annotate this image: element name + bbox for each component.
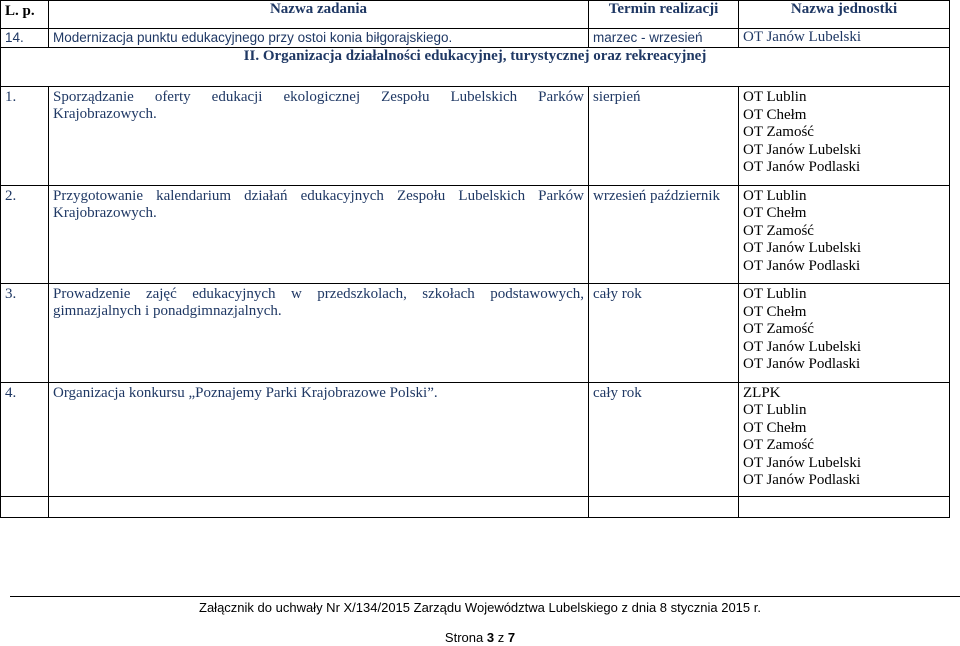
unit-name: OT Chełm <box>743 303 807 320</box>
unit-name: OT Janów Podlaski <box>743 257 861 274</box>
page-prefix: Strona <box>444 630 484 645</box>
row-term: cały rok <box>589 382 739 496</box>
unit-name: OT Chełm <box>743 419 807 436</box>
table-row <box>1 87 950 186</box>
row-units <box>739 185 950 284</box>
unit-name: OT Lublin <box>743 286 807 302</box>
row-task: Modernizacja punktu edukacyjnego przy ostoi konia biłgorajskiego. <box>49 29 589 48</box>
footer-attachment: Załącznik do uchwały Nr X/134/2015 Zarządu Województwa Lubelskiego z dnia 8 stycznia 2015 r. <box>199 600 761 615</box>
page-total: 7 <box>507 630 516 645</box>
unit-name: OT Janów Podlaski <box>743 356 861 372</box>
unit-name: OT Janów Lubelski <box>743 141 862 158</box>
row-number: 4. <box>1 382 49 496</box>
unit-name: OT Zamość <box>743 437 814 453</box>
section-heading-row <box>1 48 950 87</box>
row-term: wrzesień październik <box>589 185 739 284</box>
page-current: 3 <box>486 630 495 645</box>
header-lp: L. p. <box>1 1 49 29</box>
row-number: 14. <box>1 29 49 48</box>
row-task: Prowadzenie zajęć edukacyjnych w przedszkolach, szkołach podstawowych, gimnazjalnych i ponadgimnazjalnych. <box>49 284 589 383</box>
unit-name: OT Janów Podlaski <box>743 472 861 488</box>
header-unit: Nazwa jednostki <box>739 1 950 29</box>
table-row <box>1 284 950 383</box>
row-term: marzec - wrzesień <box>589 29 739 48</box>
row-units <box>739 382 950 496</box>
row-units <box>739 87 950 186</box>
row-task: Sporządzanie oferty edukacji ekologicznej Zespołu Lubelskich Parków Krajobrazowych. <box>49 87 589 186</box>
unit-name: OT Chełm <box>743 106 807 123</box>
unit-name: OT Janów Lubelski <box>743 338 862 355</box>
row-term: sierpień <box>589 87 739 186</box>
table-row-14 <box>1 29 950 48</box>
row-unit: OT Janów Lubelski <box>739 29 950 48</box>
unit-name: OT Lublin <box>743 187 807 204</box>
unit-name: OT Lublin <box>743 402 807 418</box>
unit-name: OT Lublin <box>743 89 807 105</box>
row-units <box>739 284 950 383</box>
row-number: 2. <box>1 185 49 284</box>
row-number: 1. <box>1 87 49 186</box>
header-task-name: Nazwa zadania <box>49 1 589 29</box>
row-task: Przygotowanie kalendarium działań edukacyjnych Zespołu Lubelskich Parków Krajobrazowych. <box>49 185 589 284</box>
unit-name: ZLPK <box>743 384 781 401</box>
items-body <box>1 87 950 497</box>
unit-name: OT Janów Podlaski <box>743 159 861 175</box>
unit-name: OT Janów Lubelski <box>743 240 862 256</box>
table-row <box>1 382 950 496</box>
row-number: 3. <box>1 284 49 383</box>
row-term: cały rok <box>589 284 739 383</box>
page-number <box>0 630 960 645</box>
page-sep: z <box>497 630 505 645</box>
footer-divider <box>10 596 960 597</box>
table-header-row <box>1 1 950 29</box>
table-row <box>1 185 950 284</box>
section-title: II. Organizacja działalności edukacyjnej, turystycznej oraz rekreacyjnej <box>1 48 950 87</box>
unit-name: OT Chełm <box>743 205 807 221</box>
unit-name: OT Zamość <box>743 222 814 239</box>
unit-name: OT Zamość <box>743 124 814 140</box>
header-term: Termin realizacji <box>589 1 739 29</box>
unit-name: OT Zamość <box>743 321 814 337</box>
row-task: Organizacja konkursu „Poznajemy Parki Krajobrazowe Polski”. <box>49 382 589 496</box>
unit-name: OT Janów Lubelski <box>743 454 862 471</box>
spacer-row <box>1 496 950 517</box>
